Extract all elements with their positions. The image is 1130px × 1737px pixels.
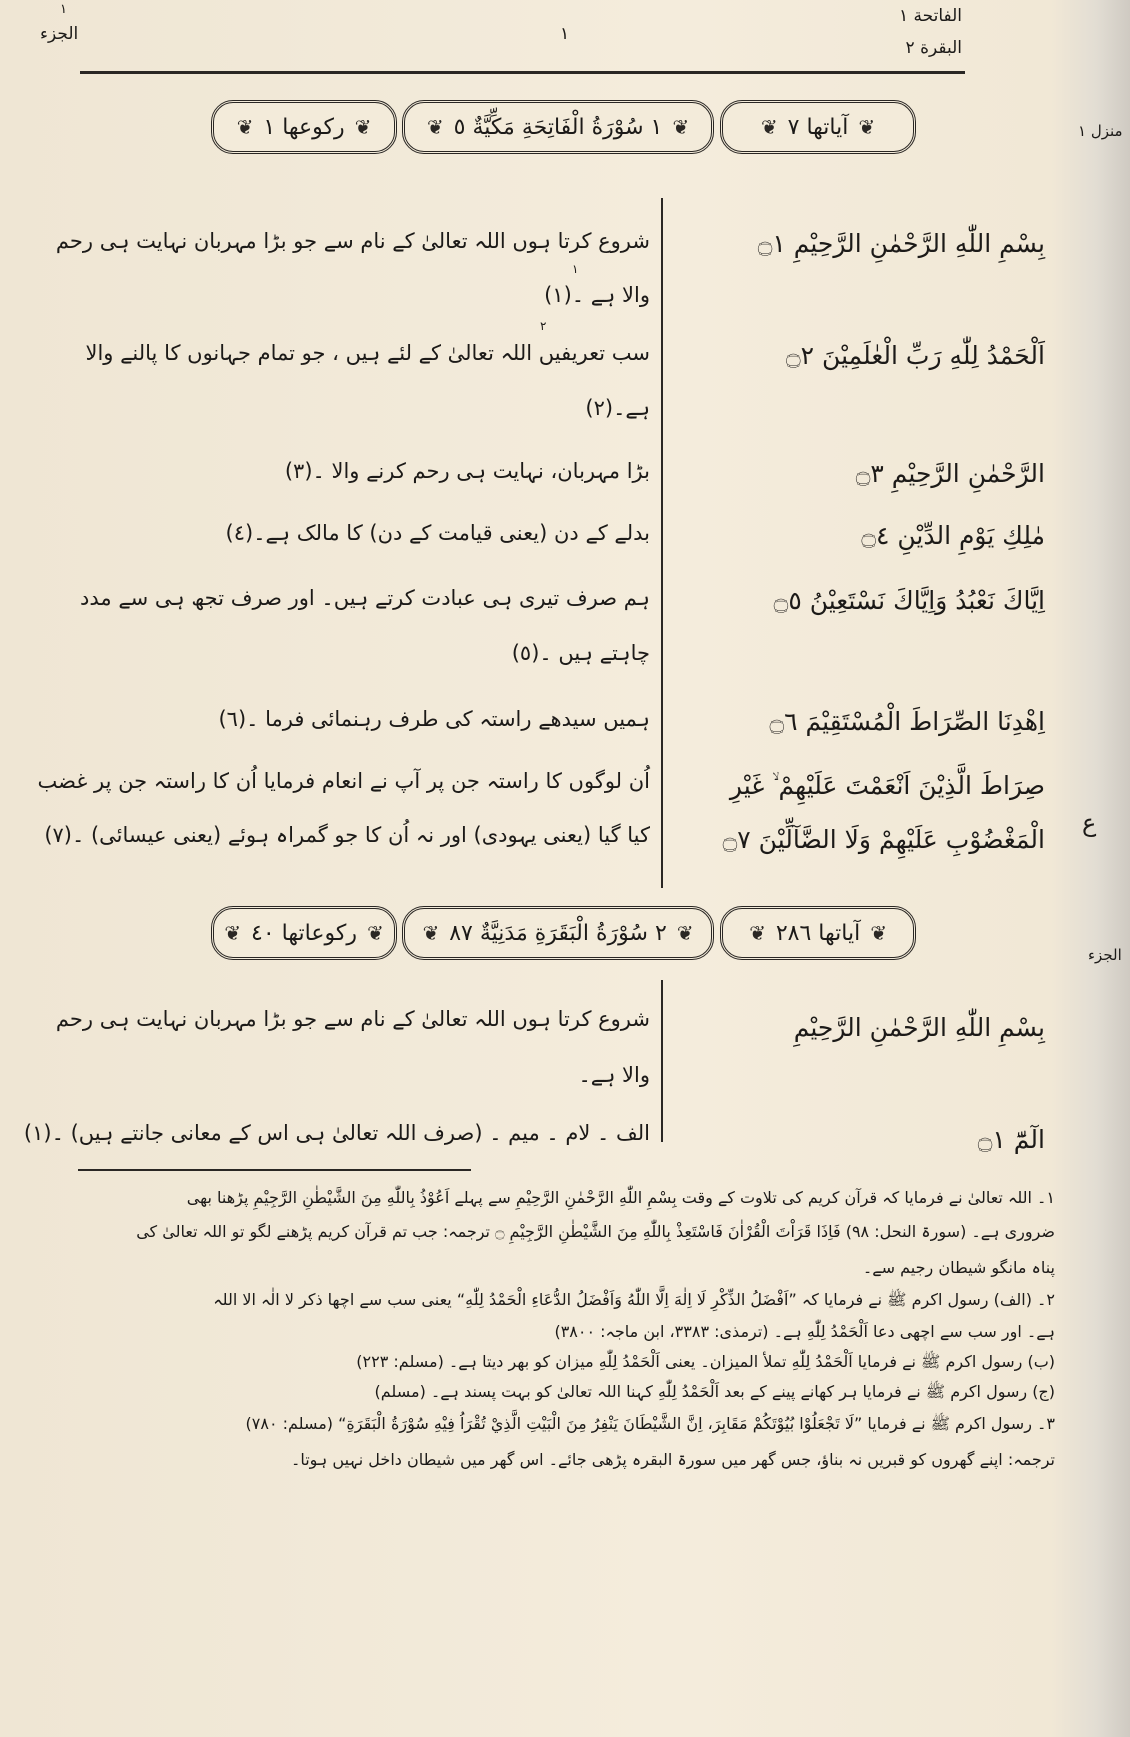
- ornament-icon: ❦: [422, 921, 440, 945]
- surah-title-box: [402, 906, 714, 960]
- verse-translation: کیا گیا (یعنی یہودی) اور نہ اُن کا جو گمراہ ہوئے (یعنی عیسائی) ۔(٧): [44, 823, 650, 847]
- ornament-icon: ❦: [354, 115, 372, 139]
- footnote-line: ضروری ہے۔ (سورۃ النحل: ٩٨) فَاِذَا قَرَاْتَ الْقُرْاٰنَ فَاسْتَعِذْ بِاللّٰهِ مِنَ الشَّيْطٰنِ الرَّجِيْمِ ۝ ترجمہ: جب تم قرآن کریم پڑھنے لگو تو اللہ تعالیٰ کی: [136, 1222, 1055, 1241]
- footnote-line: پناہ مانگو شیطان رجیم سے۔: [862, 1258, 1055, 1277]
- ornament-icon: ❦: [426, 115, 444, 139]
- ornament-icon: ❦: [676, 921, 694, 945]
- footnote-line: ہے۔ اور سب سے اچھی دعا اَلْحَمْدُ لِلّٰهِ ہے۔ (ترمذی: ٣٣٨٣، ابن ماجہ: ٣٨٠٠): [554, 1322, 1055, 1341]
- ornament-icon: ❦: [224, 921, 242, 945]
- verse-arabic: الْمَغْضُوْبِ عَلَيْهِمْ وَلَا الضَّآلِّيْنَ ۝٧: [722, 825, 1045, 854]
- verse-arabic: اَلْحَمْدُ لِلّٰهِ رَبِّ الْعٰلَمِيْنَ ۝٢: [786, 341, 1045, 370]
- verse-translation: بدلے کے دن (یعنی قیامت کے دن) کا مالک ہے۔(٤): [225, 521, 650, 545]
- ruku-count-box: [211, 100, 397, 154]
- ruku-count: رکوعاتها ٤٠: [251, 920, 357, 946]
- verse-translation: شروع کرتا ہوں اللہ تعالیٰ کے نام سے جو بڑا مہربان نہایت ہی رحم: [55, 1007, 650, 1031]
- footnote-line: ٢۔ (الف) رسول اکرم ﷺ نے فرمایا کہ ”اَفْضَلُ الذِّكْرِ لَا اِلٰهَ اِلَّا اللّٰهُ وَاَفْضَلُ الدُّعَاءِ الْحَمْدُ لِلّٰهِ“ یعنی سب سے اچھا ذکر لا الٰہ الا اللہ: [213, 1290, 1055, 1309]
- ornament-icon: ❦: [672, 115, 690, 139]
- ornament-icon: ❦: [236, 115, 254, 139]
- ruku-count: رکوعها ١: [263, 114, 345, 140]
- header-rule: [80, 71, 965, 74]
- verse-translation: والا ہے۔: [578, 1063, 650, 1087]
- verse-translation: بڑا مہربان، نہایت ہی رحم کرنے والا ۔(٣): [284, 459, 650, 483]
- verse-arabic: الٓمّٓ ۝١: [977, 1125, 1045, 1154]
- margin-juz: الجزء: [1088, 946, 1122, 964]
- ayat-count-box: [720, 100, 916, 154]
- header-surah-baqarah: البقرة ٢: [905, 38, 962, 58]
- juz-label: الجزء: [40, 24, 79, 44]
- ayat-count-box: [720, 906, 916, 960]
- verse-arabic: بِسْمِ اللّٰهِ الرَّحْمٰنِ الرَّحِيْمِ ۝١: [757, 229, 1045, 258]
- verse-arabic: اِيَّاكَ نَعْبُدُ وَاِيَّاكَ نَسْتَعِيْنُ ۝٥: [773, 586, 1045, 615]
- footnote-rule: [78, 1169, 471, 1171]
- surah-title-box: [402, 100, 714, 154]
- header-surah-fatiha: الفاتحة ١: [898, 6, 962, 26]
- column-divider: [661, 198, 663, 888]
- verse-arabic: صِرَاطَ الَّذِيْنَ اَنْعَمْتَ عَلَيْهِمْ ۙ غَيْرِ: [729, 771, 1045, 800]
- verse-translation: اُن لوگوں کا راستہ جن پر آپ نے انعام فرمایا اُن کا راستہ جن پر غضب: [37, 769, 650, 793]
- ayat-count: آیاتها ٧: [787, 114, 849, 140]
- verse-arabic: مٰلِكِ يَوْمِ الدِّيْنِ ۝٤: [861, 521, 1045, 550]
- page-number: ١: [560, 24, 570, 44]
- column-divider: [661, 980, 663, 1142]
- verse-arabic: بِسْمِ اللّٰهِ الرَّحْمٰنِ الرَّحِيْمِ: [793, 1013, 1045, 1042]
- ornament-icon: ❦: [749, 921, 766, 945]
- margin-manzil: منزل ١: [1078, 122, 1123, 140]
- verse-translation: ہم صرف تیری ہی عبادت کرتے ہیں۔ اور صرف تجھ ہی سے مدد: [80, 586, 650, 610]
- verse-translation: الف ۔ لام ۔ میم ۔ (صرف اللہ تعالیٰ ہی اس کے معانی جانتے ہیں) ۔(١): [23, 1121, 650, 1145]
- verse-translation: والا ہے ۔(١): [544, 283, 650, 307]
- ruku-count-box: [211, 906, 397, 960]
- verse-translation: ہمیں سیدھے راستہ کی طرف رہنمائی فرما ۔(٦): [218, 707, 650, 731]
- surah-title: ٢ سُوْرَةُ الْبَقَرَةِ مَدَنِيَّةٌ ٨٧: [449, 920, 667, 946]
- verse-translation: چاہتے ہیں ۔(٥): [511, 641, 650, 665]
- footnote-line: ترجمہ: اپنے گھروں کو قبریں نہ بناؤ، جس گھر میں سورۃ البقرہ پڑھی جائے۔ اس گھر میں شیطان داخل نہیں ہوتا۔: [290, 1450, 1055, 1469]
- footnote-line: (ج) رسول اکرم ﷺ نے فرمایا ہر کھانے پینے کے بعد اَلْحَمْدُ لِلّٰهِ کہنا اللہ تعالیٰ کو بہت پسند ہے۔ (مسلم): [374, 1382, 1055, 1401]
- footnote-line: ١۔ اللہ تعالیٰ نے فرمایا کہ قرآن کریم کی تلاوت کے وقت بِسْمِ اللّٰهِ الرَّحْمٰنِ الرَّحِيْمِ سے پہلے اَعُوْذُ بِاللّٰهِ مِنَ الشَّيْطٰنِ الرَّجِيْمِ پڑھنا بھی: [186, 1188, 1055, 1207]
- verse-translation: شروع کرتا ہوں اللہ تعالیٰ کے نام سے جو بڑا مہربان نہایت ہی رحم: [55, 229, 650, 253]
- surah-title: ١ سُوْرَةُ الْفَاتِحَةِ مَكِّيَّةٌ ٥: [453, 114, 663, 140]
- footnote-line: ٣۔ رسول اکرم ﷺ نے فرمایا ”لَا تَجْعَلُوْا بُيُوْتَكُمْ مَقَابِرَ، اِنَّ الشَّيْطَانَ يَنْفِرُ مِنَ الْبَيْتِ الَّذِيْ تُقْرَاُ فِيْهِ سُوْرَةُ الْبَقَرَةِ“ (مسلم: ٧٨٠): [245, 1414, 1055, 1433]
- ornament-icon: ❦: [366, 921, 384, 945]
- margin-ruku-mark: ع: [1082, 809, 1097, 837]
- ayat-count: آیاتها ٢٨٦: [775, 920, 861, 946]
- ornament-icon: ❦: [870, 921, 887, 945]
- verse-arabic: الرَّحْمٰنِ الرَّحِيْمِ ۝٣: [855, 459, 1045, 488]
- verse-translation: سب تعریفیں اللہ تعالیٰ کے لئے ہیں ، جو تمام جہانوں کا پالنے والا: [85, 341, 650, 365]
- ornament-icon: ❦: [760, 115, 778, 139]
- verse-arabic: اِهْدِنَا الصِّرَاطَ الْمُسْتَقِيْمَ ۝٦: [769, 707, 1045, 736]
- ornament-icon: ❦: [858, 115, 876, 139]
- footnote-line: (ب) رسول اکرم ﷺ نے فرمایا اَلْحَمْدُ لِلّٰهِ تملأ الميزان۔ یعنی اَلْحَمْدُ لِلّٰهِ میزان کو بھر دیتا ہے۔ (مسلم: ٢٢٣): [356, 1352, 1055, 1371]
- footnote-ref: ٢: [540, 319, 547, 333]
- footnote-ref: ١: [572, 262, 579, 276]
- juz-number: ١: [60, 2, 67, 17]
- verse-translation: ہے۔(٢): [585, 396, 650, 420]
